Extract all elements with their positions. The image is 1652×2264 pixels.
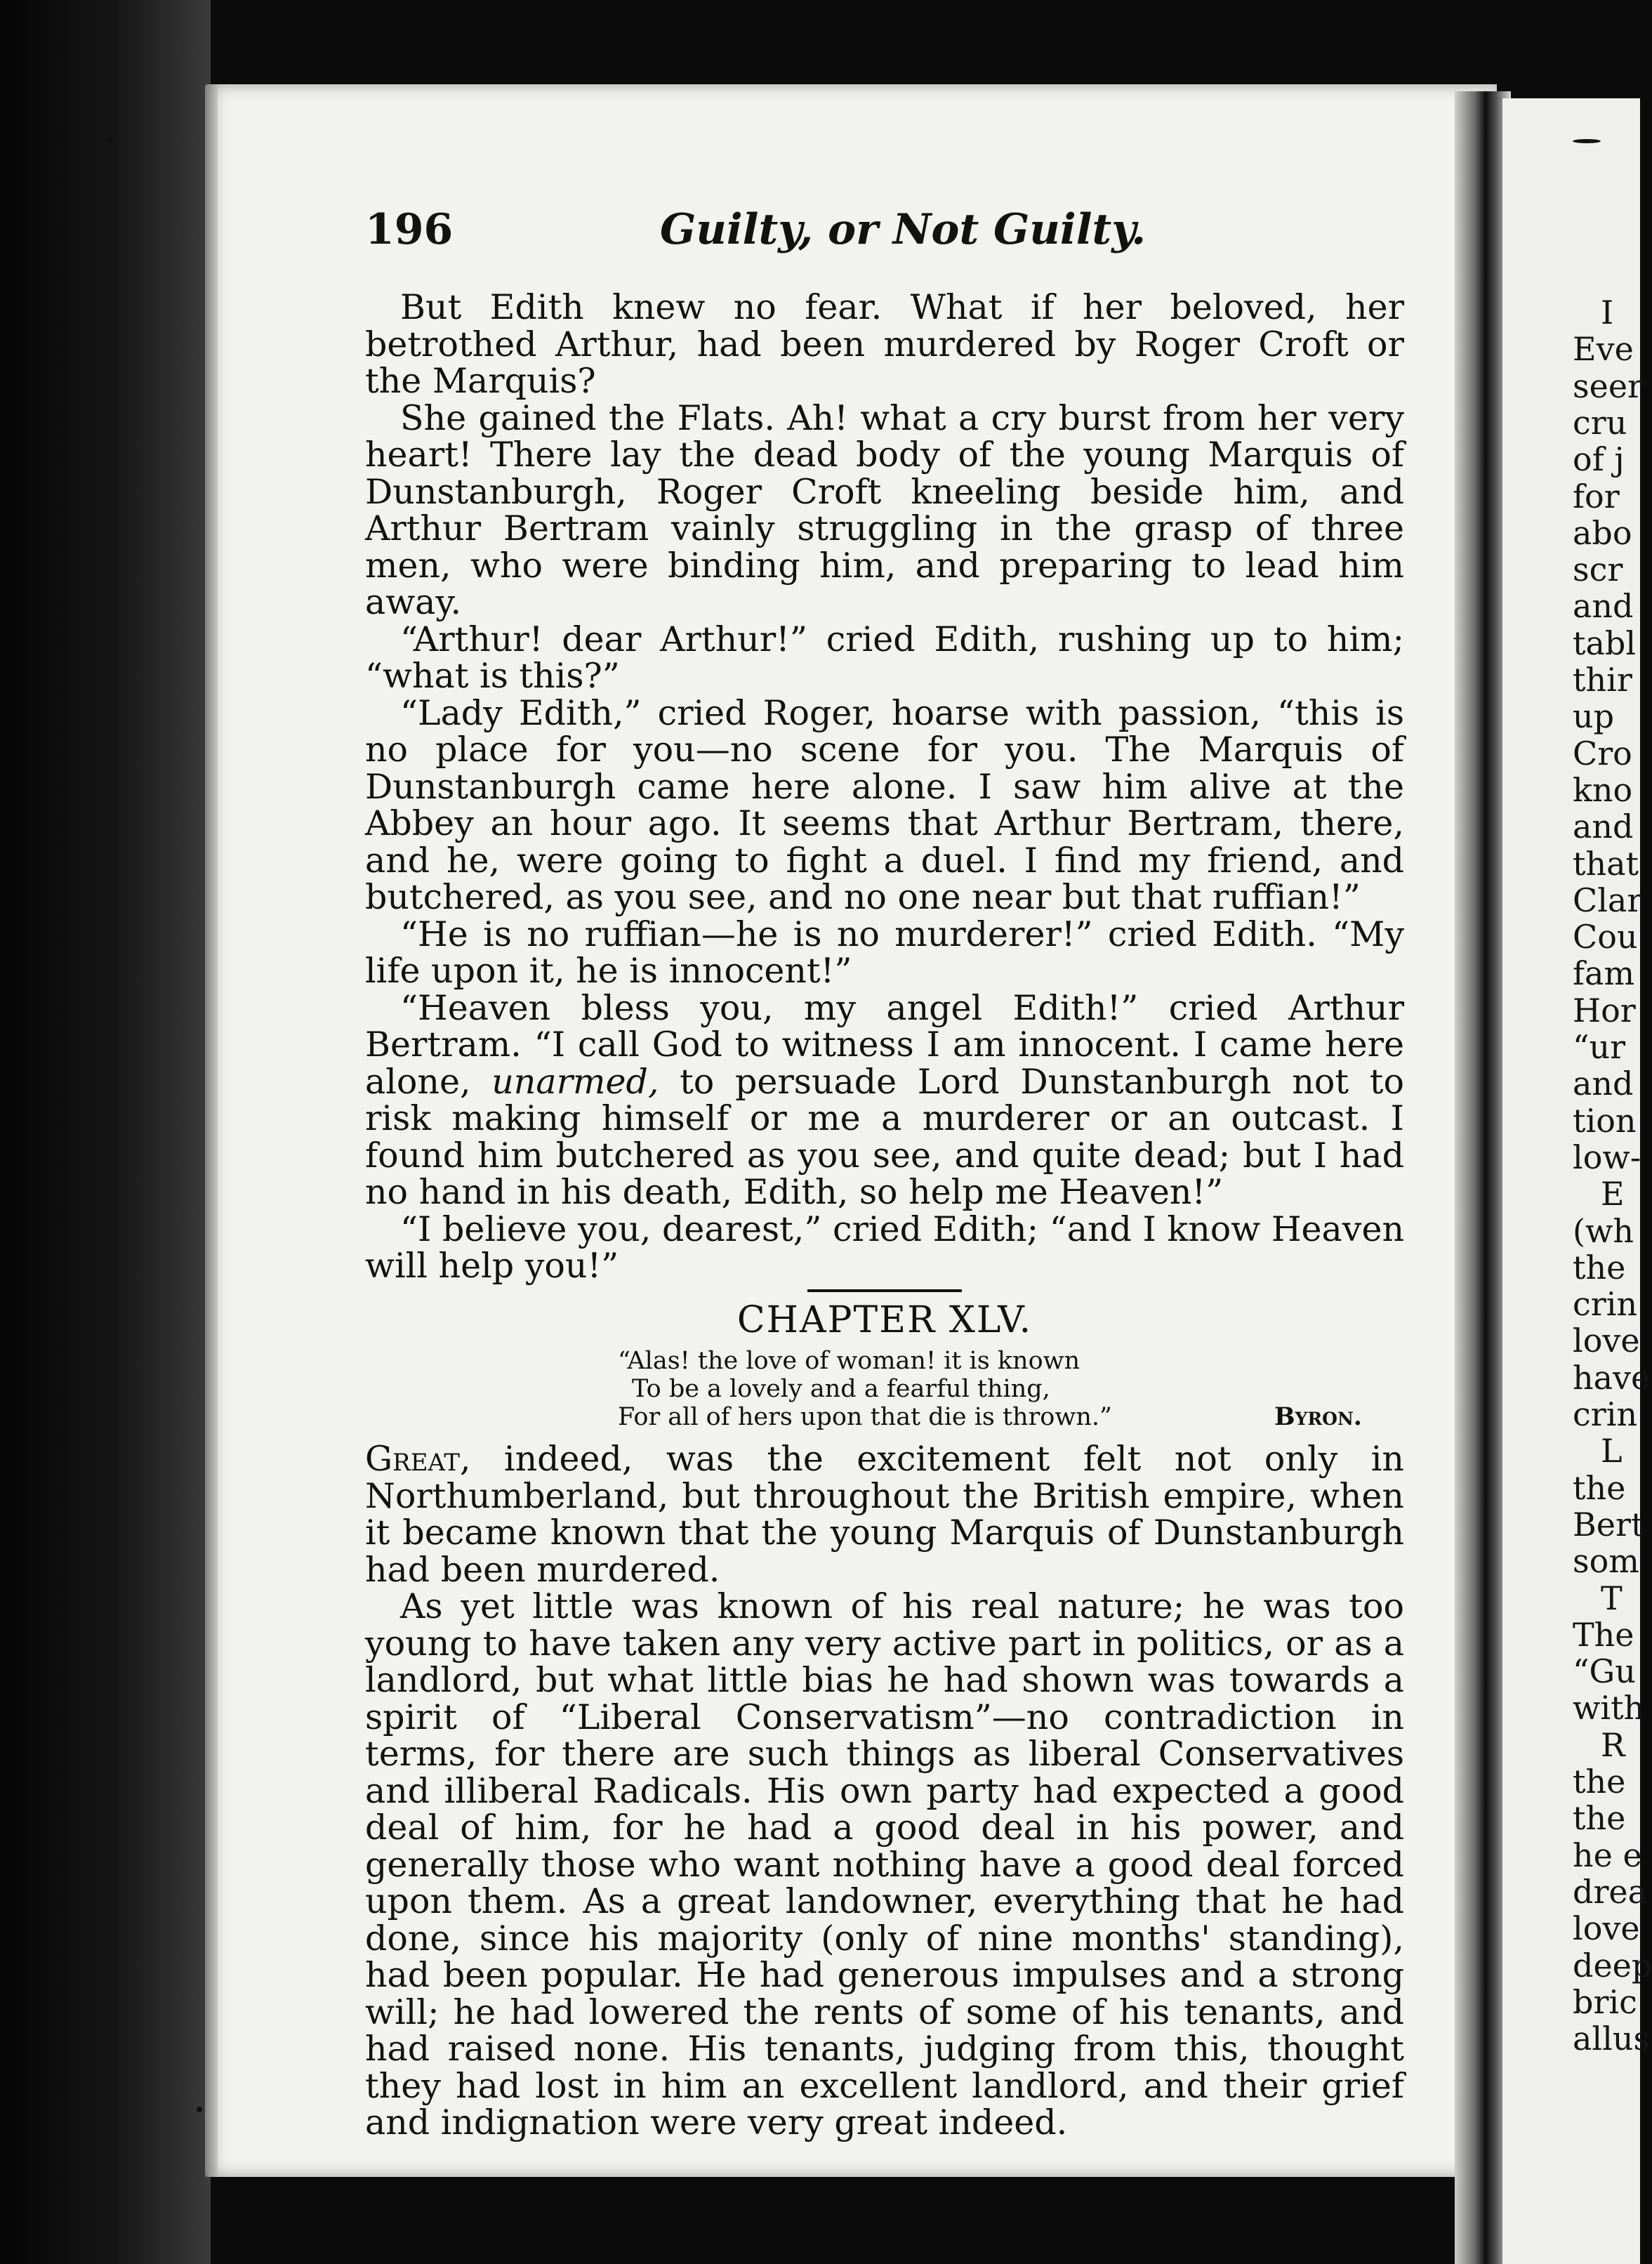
paragraph: “He is no ruffian—he is no murderer!” cried Edith. “My life upon it, he is innocent!” — [365, 914, 1404, 991]
facing-page-fragment: Bert — [1573, 1505, 1644, 1544]
italic-text: unarmed, — [491, 1061, 659, 1102]
facing-page-fragment: seer — [1573, 367, 1644, 405]
page-left-edge — [205, 84, 218, 2177]
facing-page-fragment: thir — [1573, 661, 1632, 699]
facing-page-fragment: of j — [1573, 440, 1625, 479]
epigraph-line: “Alas! the love of woman! it is known — [618, 1347, 1081, 1375]
facing-page-fragment: low- — [1573, 1138, 1641, 1176]
section-divider — [807, 1289, 962, 1292]
opening-word: Great, — [365, 1439, 471, 1479]
facing-page-fragment: tion — [1573, 1101, 1637, 1140]
chapter-opening-paragraph — [365, 1441, 1404, 1588]
main-text-block — [365, 289, 1404, 2142]
facing-page-fragment: cru — [1573, 403, 1627, 442]
facing-page-fragment: love — [1573, 1909, 1640, 1948]
facing-page-fragment: som — [1573, 1542, 1639, 1581]
running-title: Guilty, or Not Guilty. — [660, 205, 1147, 254]
facing-page-fragment: up — [1573, 697, 1615, 736]
facing-page-fragment: scr — [1573, 551, 1623, 589]
epigraph — [365, 1347, 1404, 1431]
facing-page-fragment: “Gu — [1573, 1652, 1636, 1691]
facing-page-fragment: crin — [1573, 1395, 1638, 1433]
facing-page-fragment: abo — [1573, 513, 1632, 552]
paragraph: As yet little was known of his real nature; he was too young to have taken any very active part in politics, or as a landlord, but what little bias he had shown was towards a spirit of “Liberal Conservatism”—no contradiction in terms, for there are such things as liberal Conservatives and illiberal Radicals. His own party had expected a good deal of him, for he had a good deal in his power, and generally those who want nothing have a good deal forced upon them. As a great landowner, everything that he had done, since his majority (only of nine months' standing), had been popular. He had generous impulses and a strong will; he had lowered the rents of some of his tenants, and had raised none. His tenants, judging from this, thought they had lost in him an excellent landlord, and their grief and indignation were very great indeed. — [365, 1586, 1404, 2143]
chapter-heading: CHAPTER XLV. — [736, 1298, 1033, 1341]
facing-page-fragment: Cro — [1573, 734, 1632, 772]
facing-page-fragment: and — [1573, 808, 1634, 846]
facing-page-fragment: the — [1573, 1468, 1626, 1507]
facing-page-fragment: drea — [1573, 1872, 1648, 1911]
facing-page-fragment: Clar — [1573, 881, 1643, 919]
facing-page-fragment: R — [1601, 1725, 1625, 1764]
facing-page-fragment: with — [1573, 1689, 1645, 1727]
facing-page-fragment: he e — [1573, 1836, 1642, 1874]
facing-page-fragment: “ur — [1573, 1028, 1626, 1066]
facing-page-fragment: the — [1573, 1799, 1626, 1838]
facing-page-fragment: and — [1573, 1065, 1634, 1103]
paragraph: “I believe you, dearest,” cried Edith; “and I know Heaven will help you!” — [365, 1209, 1404, 1286]
facing-page-fragment: that — [1573, 844, 1639, 883]
facing-page-fragment: (wh — [1573, 1211, 1634, 1250]
facing-page-fragment: Cou — [1573, 918, 1638, 956]
facing-page-fragment: the — [1573, 1248, 1626, 1286]
facing-page-fragment: kno — [1573, 770, 1633, 809]
facing-page-fragment: E — [1601, 1175, 1625, 1213]
paragraph-text: to persuade Lord Dunstanburgh not to risk making himself or me a murderer or an outcast. I found him butchered as you see, and quite dead; but I had no hand in his death, Edith, so help me Heaven!” — [365, 1061, 1404, 1212]
facing-page-fragment: allus — [1573, 2020, 1651, 2058]
scan-speck — [1573, 139, 1601, 143]
facing-page-fragment: bric — [1573, 1982, 1637, 2021]
paragraph: She gained the Flats. Ah! what a cry burst from her very heart! There lay the dead body of the young Marquis of Dunstanburgh, Roger Croft kneeling beside him, and Arthur Bertram vainly struggling in the grasp of three men, who were binding him, and preparing to lead him away. — [365, 397, 1404, 622]
paragraph-text: indeed, was the excitement felt not only in Northumberland, but throughout the British empire, when it became known that the young Marquis of Dunstanburgh had been murdered. — [365, 1439, 1404, 1590]
left-binding-shadow — [0, 0, 211, 2264]
paragraph: “Arthur! dear Arthur!” cried Edith, rushing up to him; “what is this?” — [365, 619, 1404, 696]
facing-page-fragment: Eve — [1573, 330, 1634, 369]
facing-page-fragment: Hor — [1573, 991, 1636, 1029]
scan-speck — [105, 138, 115, 143]
facing-page-fragment: for — [1573, 477, 1620, 515]
facing-page-fragment: have — [1573, 1358, 1651, 1397]
epigraph-line: To be a lovely and a fearful thing, — [632, 1375, 1050, 1403]
facing-page-fragment: and — [1573, 587, 1634, 626]
scan-speck — [197, 2107, 202, 2112]
facing-page-fragment: The — [1573, 1615, 1634, 1654]
facing-page-fragment: tabl — [1573, 624, 1637, 662]
facing-page-fragment: L — [1601, 1432, 1623, 1470]
facing-page-fragment: crin — [1573, 1285, 1638, 1324]
paragraph — [365, 987, 1404, 1212]
epigraph-line-text: For all of hers upon that die is thrown.” — [618, 1403, 1112, 1431]
facing-page-fragment: deep — [1573, 1946, 1652, 1985]
facing-page-fragment: T — [1601, 1579, 1623, 1617]
page-number: 196 — [365, 205, 454, 254]
paragraph: But Edith knew no fear. What if her beloved, her betrothed Arthur, had been murdered by Roger Croft or the Marquis? — [365, 287, 1404, 401]
facing-page-fragment: I — [1601, 294, 1614, 331]
facing-page-fragment: love — [1573, 1322, 1640, 1360]
facing-page-fragment: the — [1573, 1763, 1626, 1801]
epigraph-attribution: Byron. — [1274, 1402, 1362, 1431]
epigraph-line — [618, 1403, 1404, 1431]
running-head — [365, 205, 1404, 268]
paragraph-text: “Heaven bless you, my angel Edith!” cried Arthur Bertram. “I call God to witness I am innocent. I came here alone, — [365, 987, 1404, 1102]
paragraph: “Lady Edith,” cried Roger, hoarse with passion, “this is no place for you—no scene for you. The Marquis of Dunstanburgh came here alone. I saw him alive at the Abbey an hour ago. It seems that Arthur Bertram, there, and he, were going to fight a duel. I find my friend, and butchered, as you see, and no one near but that ruffian!” — [365, 692, 1404, 917]
facing-page-fragment: fam — [1573, 954, 1635, 993]
